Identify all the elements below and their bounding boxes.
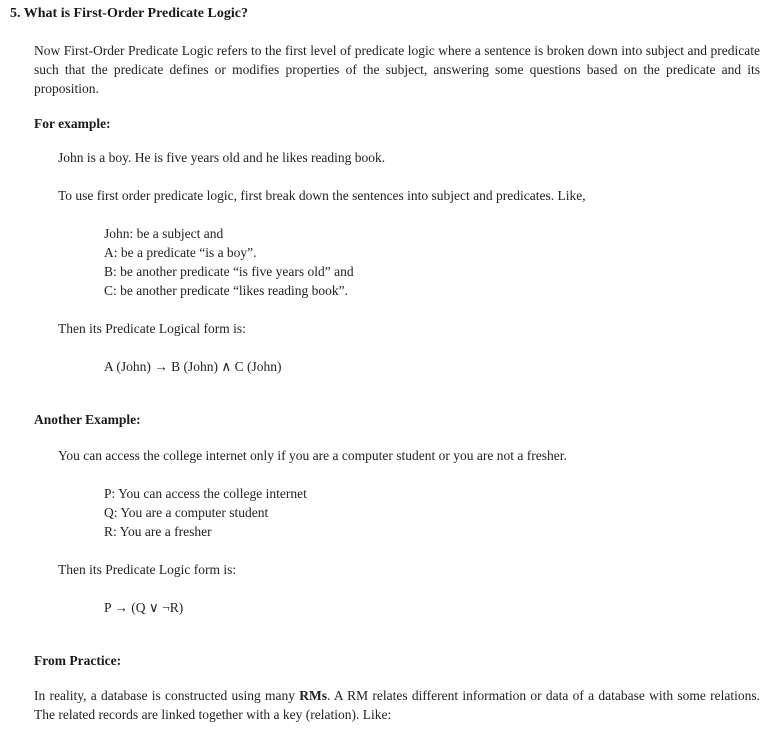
practice-paragraph xyxy=(34,686,760,724)
breakdown-line: C: be another predicate “likes reading book”. xyxy=(104,283,349,298)
form-intro: Then its Predicate Logic form is: xyxy=(58,562,237,577)
example-sentence: John is a boy. He is five years old and he likes reading book. xyxy=(58,150,386,165)
question-title: 5. What is First-Order Predicate Logic? xyxy=(10,6,248,21)
formula: A (John) → B (John) ∧ C (John) xyxy=(104,359,282,374)
form-intro: Then its Predicate Logical form is: xyxy=(58,321,246,336)
practice-text-bold: RMs xyxy=(299,688,327,703)
practice-heading: From Practice: xyxy=(34,653,122,668)
practice-text-after: . A RM relates different information or data of a database with some relations. The related records are linked together with a key (relation). Like: xyxy=(34,688,760,722)
definition-line: R: You are a fresher xyxy=(104,524,212,539)
practice-text-before: In reality, a database is constructed using many xyxy=(34,688,300,703)
another-example-heading: Another Example: xyxy=(34,412,141,427)
breakdown-line: A: be a predicate “is a boy”. xyxy=(104,245,257,260)
formula: P → (Q ∨ ¬R) xyxy=(104,600,184,615)
definition-line: P: You can access the college internet xyxy=(104,486,307,501)
example-heading: For example: xyxy=(34,116,111,131)
breakdown-line: John: be a subject and xyxy=(104,226,224,241)
example-instruction: To use first order predicate logic, first break down the sentences into subject and predicates. Like, xyxy=(58,188,586,203)
example-sentence: You can access the college internet only if you are a computer student or you are not a fresher. xyxy=(58,448,567,463)
definition-line: Q: You are a computer student xyxy=(104,505,269,520)
intro-paragraph: Now First-Order Predicate Logic refers to the first level of predicate logic where a sentence is broken down into subject and predicate such that the predicate defines or modifies properties of the subject, answering some questions based on the predicate and its proposition. xyxy=(34,43,760,96)
breakdown-line: B: be another predicate “is five years old” and xyxy=(104,264,354,279)
